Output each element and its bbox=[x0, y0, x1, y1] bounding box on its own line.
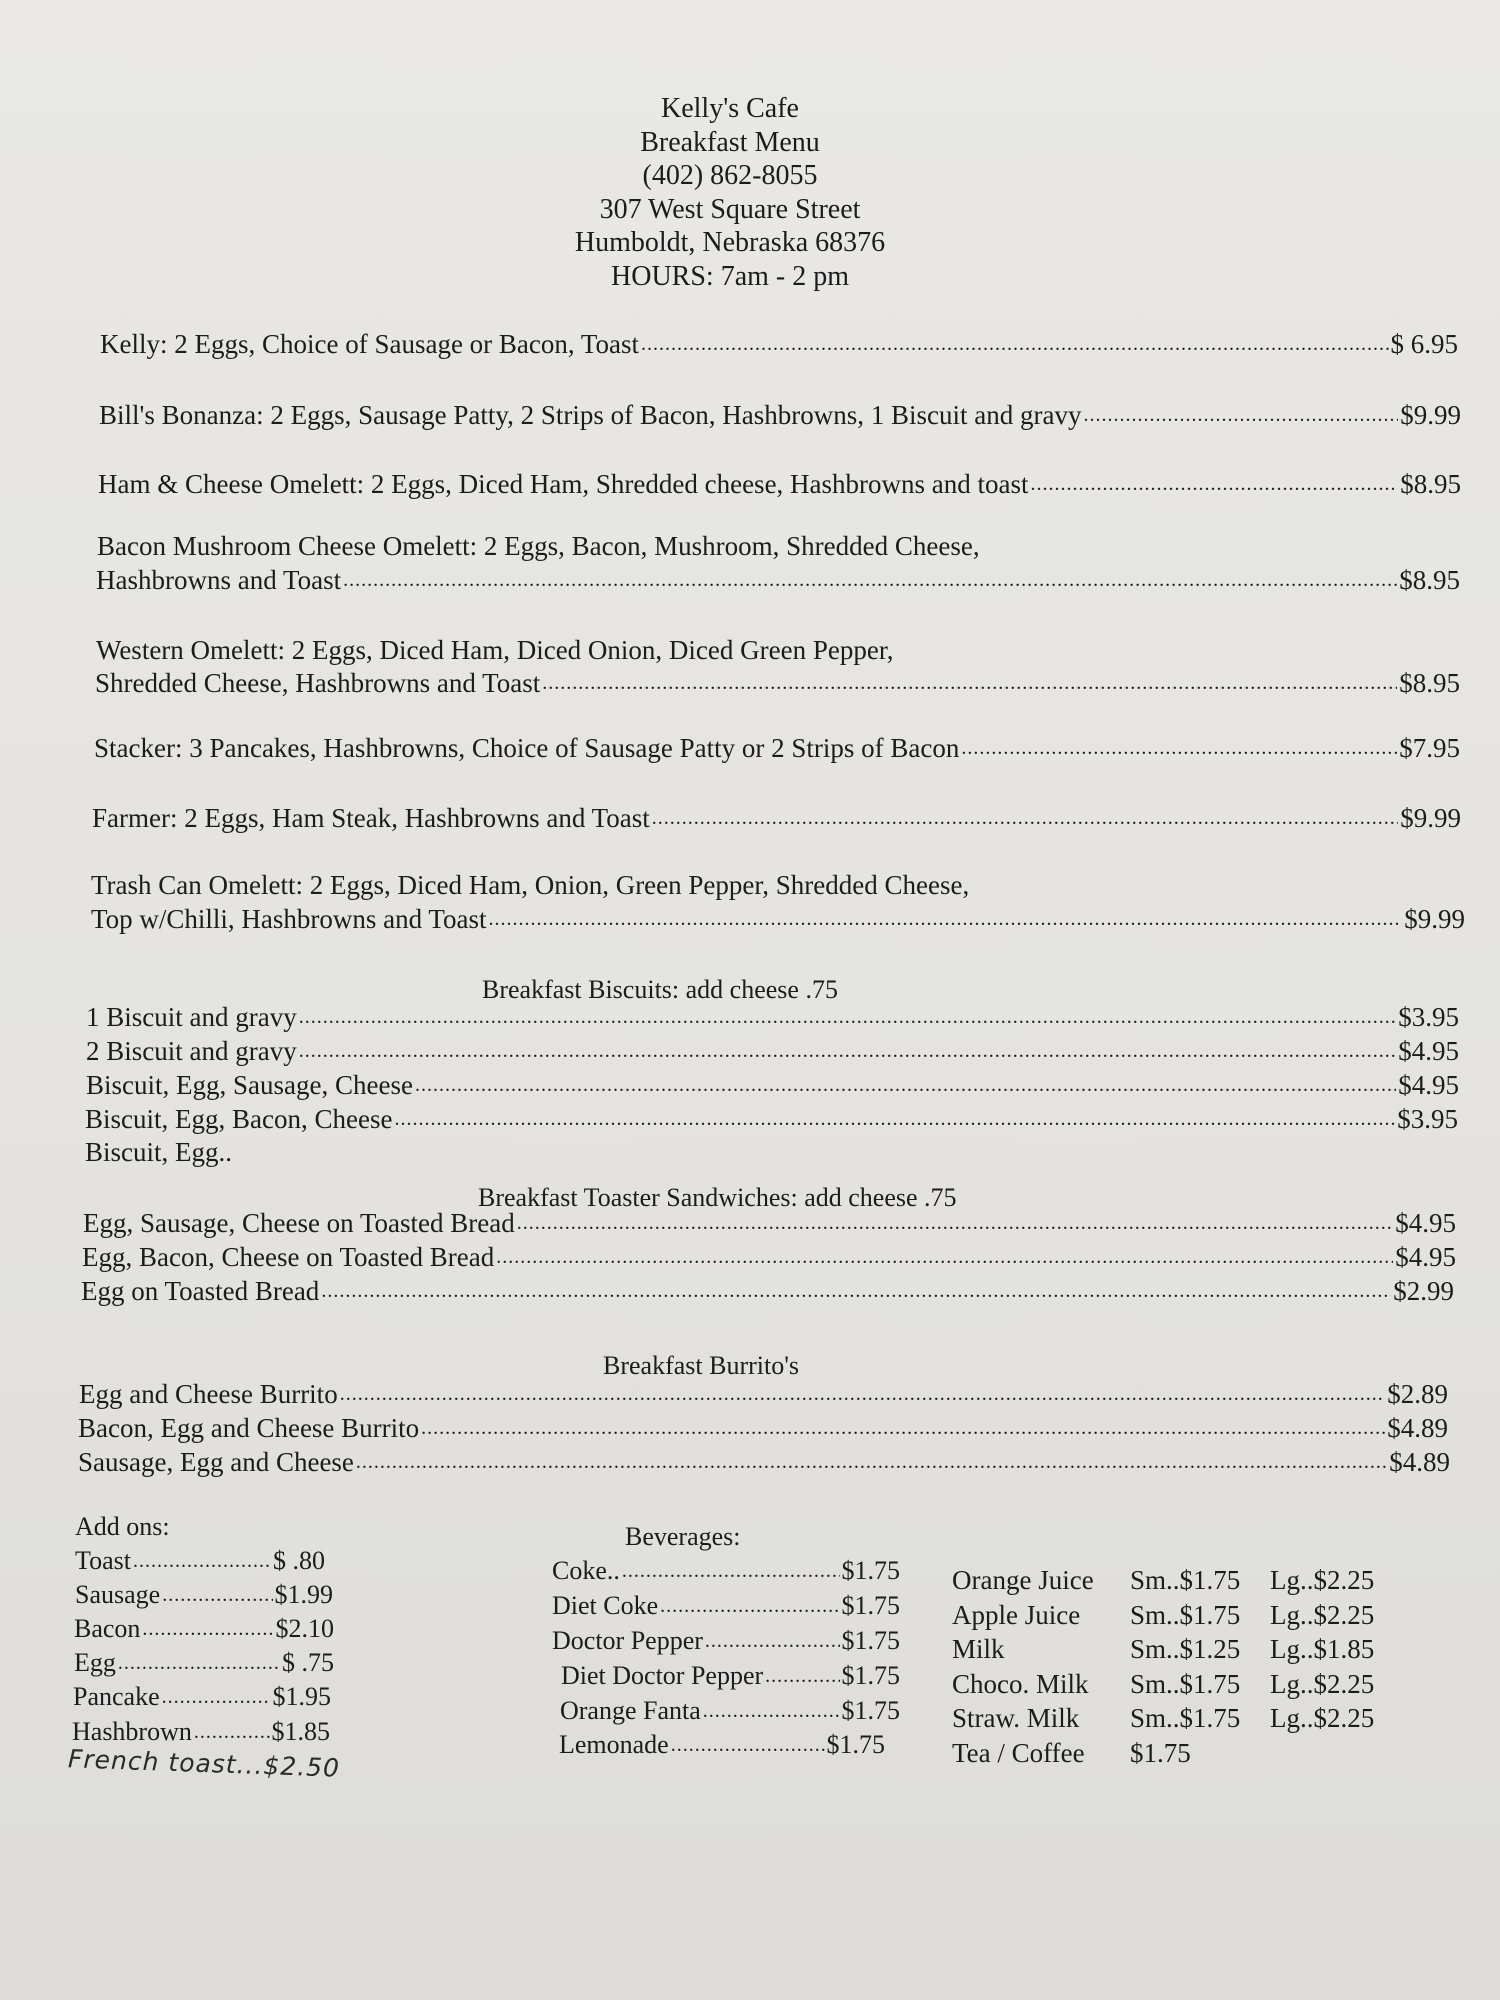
beverage-name: Straw. Milk bbox=[952, 1703, 1080, 1733]
item-name: Top w/Chilli, Hashbrowns and Toast bbox=[91, 904, 487, 934]
item-price: $2.89 bbox=[1387, 1379, 1448, 1409]
menu-item bbox=[78, 1412, 1448, 1445]
menu-item bbox=[96, 564, 1460, 597]
beverage-name: Choco. Milk bbox=[952, 1668, 1089, 1699]
beverage-item bbox=[552, 1589, 900, 1623]
beverage-item bbox=[552, 1624, 900, 1658]
beverage-item bbox=[560, 1694, 900, 1728]
city-address: Humboldt, Nebraska 68376 bbox=[574, 227, 886, 258]
item-price: $ 6.95 bbox=[1390, 329, 1458, 359]
small-price: Sm..$1.75 bbox=[1130, 1668, 1241, 1699]
sized-beverage-row bbox=[952, 1701, 1374, 1736]
item-name: Bill's Bonanza: 2 Eggs, Sausage Patty, 2 Strips of Bacon, Hashbrowns, 1 Biscuit and gravy bbox=[99, 400, 1082, 430]
item-name: Diet Doctor Pepper bbox=[561, 1661, 764, 1690]
item-name: Egg, Sausage, Cheese on Toasted Bread bbox=[83, 1208, 515, 1238]
item-price: $4.95 bbox=[1395, 1242, 1456, 1272]
item-name: Orange Fanta bbox=[560, 1696, 701, 1725]
menu-item bbox=[99, 399, 1461, 432]
menu-item: Biscuit, Egg.. bbox=[85, 1137, 232, 1167]
burritos-heading: Breakfast Burrito's bbox=[603, 1351, 800, 1380]
item-price: $4.95 bbox=[1398, 1036, 1459, 1066]
sized-beverage-row bbox=[952, 1736, 1374, 1771]
menu-item bbox=[79, 1378, 1448, 1411]
menu-item bbox=[86, 1035, 1459, 1068]
hours: HOURS: 7am - 2 pm bbox=[611, 260, 849, 292]
biscuits-heading: Breakfast Biscuits: add cheese .75 bbox=[482, 975, 838, 1004]
item-price: $1.75 bbox=[826, 1730, 885, 1759]
menu-item bbox=[82, 1241, 1456, 1274]
phone-number: (402) 862-8055 bbox=[642, 160, 818, 191]
addon-item bbox=[72, 1715, 330, 1749]
item-price: $ .80 bbox=[273, 1546, 325, 1575]
sized-beverage-row bbox=[952, 1632, 1374, 1667]
large-price: Lg..$2.25 bbox=[1270, 1668, 1375, 1699]
beverages-heading: Beverages: bbox=[625, 1522, 741, 1551]
item-name: Doctor Pepper bbox=[552, 1626, 703, 1655]
item-name: Kelly: 2 Eggs, Choice of Sausage or Bacon, Toast bbox=[100, 329, 640, 359]
menu-item bbox=[83, 1207, 1456, 1240]
item-price: $4.89 bbox=[1387, 1413, 1448, 1443]
menu-item bbox=[94, 732, 1460, 765]
item-name: Sausage bbox=[75, 1580, 161, 1609]
item-name: Biscuit, Egg, Sausage, Cheese bbox=[86, 1070, 413, 1100]
item-name: Egg bbox=[74, 1648, 116, 1677]
item-price: $8.95 bbox=[1400, 469, 1461, 499]
addons-heading: Add ons: bbox=[75, 1512, 170, 1541]
item-price: $9.99 bbox=[1404, 904, 1465, 934]
item-name: 2 Biscuit and gravy bbox=[86, 1036, 297, 1066]
item-name: Stacker: 3 Pancakes, Hashbrowns, Choice of Sausage Patty or 2 Strips of Bacon bbox=[94, 733, 960, 763]
sized-beverage-row bbox=[952, 1598, 1374, 1633]
item-name: Pancake bbox=[73, 1682, 160, 1711]
sized-beverage-row bbox=[952, 1667, 1374, 1702]
beverage-name: Orange Juice bbox=[952, 1565, 1094, 1595]
menu-item bbox=[86, 1069, 1459, 1102]
small-price: $1.75 bbox=[1130, 1737, 1191, 1768]
item-name: Bacon, Egg and Cheese Burrito bbox=[78, 1413, 420, 1443]
item-name: Diet Coke bbox=[552, 1591, 659, 1620]
item-price: $2.10 bbox=[275, 1614, 334, 1643]
addon-item bbox=[74, 1612, 334, 1646]
item-description-line: Trash Can Omelett: 2 Eggs, Diced Ham, Onion, Green Pepper, Shredded Cheese, bbox=[91, 870, 970, 900]
small-price: Sm..$1.75 bbox=[1130, 1599, 1241, 1630]
large-price: Lg..$1.85 bbox=[1270, 1634, 1375, 1664]
item-price: $8.95 bbox=[1399, 668, 1460, 698]
small-price: Sm..$1.75 bbox=[1130, 1703, 1241, 1733]
menu-item bbox=[86, 1001, 1459, 1034]
menu-item bbox=[78, 1446, 1450, 1479]
small-price: Sm..$1.25 bbox=[1130, 1634, 1241, 1664]
item-price: $ .75 bbox=[282, 1648, 334, 1677]
item-name: Egg, Bacon, Cheese on Toasted Bread bbox=[82, 1242, 495, 1272]
addon-item bbox=[74, 1646, 334, 1680]
addon-item bbox=[75, 1544, 325, 1578]
beverage-item bbox=[561, 1659, 900, 1693]
item-price: $4.95 bbox=[1398, 1070, 1459, 1100]
item-price: $1.75 bbox=[841, 1556, 900, 1585]
item-price: $1.95 bbox=[272, 1682, 331, 1711]
item-price: $7.95 bbox=[1399, 733, 1460, 763]
menu-item bbox=[85, 1103, 1458, 1136]
menu-item bbox=[95, 667, 1460, 700]
item-price: $3.95 bbox=[1397, 1104, 1458, 1134]
cafe-name: Kelly's Cafe bbox=[660, 93, 799, 124]
menu-item bbox=[92, 802, 1461, 835]
item-name: Biscuit, Egg, Bacon, Cheese bbox=[85, 1104, 393, 1134]
item-name: 1 Biscuit and gravy bbox=[86, 1002, 297, 1032]
handwritten-addon: French toast...$2.50 bbox=[67, 1744, 341, 1783]
beverage-name: Apple Juice bbox=[952, 1599, 1081, 1630]
item-price: $3.95 bbox=[1398, 1002, 1459, 1032]
item-name: Hashbrown bbox=[72, 1717, 192, 1746]
item-price: $1.75 bbox=[841, 1696, 900, 1725]
item-price: $4.95 bbox=[1395, 1208, 1456, 1238]
item-price: $2.99 bbox=[1393, 1276, 1454, 1306]
item-price: $9.99 bbox=[1400, 803, 1461, 833]
menu-item bbox=[81, 1275, 1454, 1308]
item-name: Lemonade bbox=[559, 1730, 669, 1759]
beverage-name: Tea / Coffee bbox=[952, 1737, 1085, 1768]
item-name: Farmer: 2 Eggs, Ham Steak, Hashbrowns and Toast bbox=[92, 803, 650, 833]
addon-item bbox=[75, 1578, 333, 1612]
beverage-item bbox=[559, 1728, 885, 1762]
menu-item bbox=[91, 903, 1465, 936]
large-price: Lg..$2.25 bbox=[1270, 1565, 1375, 1595]
item-price: $1.85 bbox=[271, 1717, 330, 1746]
menu-title: Breakfast Menu bbox=[640, 126, 820, 158]
item-description-line: Bacon Mushroom Cheese Omelett: 2 Eggs, Bacon, Mushroom, Shredded Cheese, bbox=[97, 531, 980, 561]
item-name: Bacon bbox=[74, 1614, 141, 1643]
large-price: Lg..$2.25 bbox=[1270, 1703, 1375, 1733]
item-price: $8.95 bbox=[1399, 565, 1460, 595]
item-name: Hashbrowns and Toast bbox=[96, 565, 342, 595]
item-price: $4.89 bbox=[1389, 1447, 1450, 1477]
sized-beverage-row bbox=[952, 1563, 1374, 1598]
beverage-item bbox=[552, 1554, 900, 1588]
street-address: 307 West Square Street bbox=[599, 193, 861, 225]
item-price: $1.99 bbox=[274, 1580, 333, 1609]
large-price: Lg..$2.25 bbox=[1270, 1599, 1375, 1630]
menu-header bbox=[0, 92, 1460, 293]
small-price: Sm..$1.75 bbox=[1130, 1565, 1241, 1595]
item-name: Coke.. bbox=[552, 1556, 620, 1585]
item-price: $1.75 bbox=[841, 1591, 900, 1620]
sized-beverages bbox=[952, 1563, 1374, 1770]
item-name: Sausage, Egg and Cheese bbox=[78, 1447, 354, 1477]
item-name: Shredded Cheese, Hashbrowns and Toast bbox=[95, 668, 541, 698]
item-name: Egg and Cheese Burrito bbox=[79, 1379, 338, 1409]
item-price: $1.75 bbox=[841, 1626, 900, 1655]
item-name: Ham & Cheese Omelett: 2 Eggs, Diced Ham, Shredded cheese, Hashbrowns and toast bbox=[98, 469, 1029, 499]
menu-item bbox=[100, 328, 1458, 361]
menu-item bbox=[98, 468, 1461, 501]
item-name: Toast bbox=[75, 1546, 131, 1575]
beverage-name: Milk bbox=[952, 1634, 1005, 1664]
item-price: $1.75 bbox=[841, 1661, 900, 1690]
toasters-heading: Breakfast Toaster Sandwiches: add cheese .75 bbox=[478, 1183, 957, 1212]
item-description-line: Western Omelett: 2 Eggs, Diced Ham, Diced Onion, Diced Green Pepper, bbox=[96, 635, 894, 665]
item-name: Egg on Toasted Bread bbox=[81, 1276, 320, 1306]
item-price: $9.99 bbox=[1400, 400, 1461, 430]
addon-item bbox=[73, 1680, 331, 1714]
